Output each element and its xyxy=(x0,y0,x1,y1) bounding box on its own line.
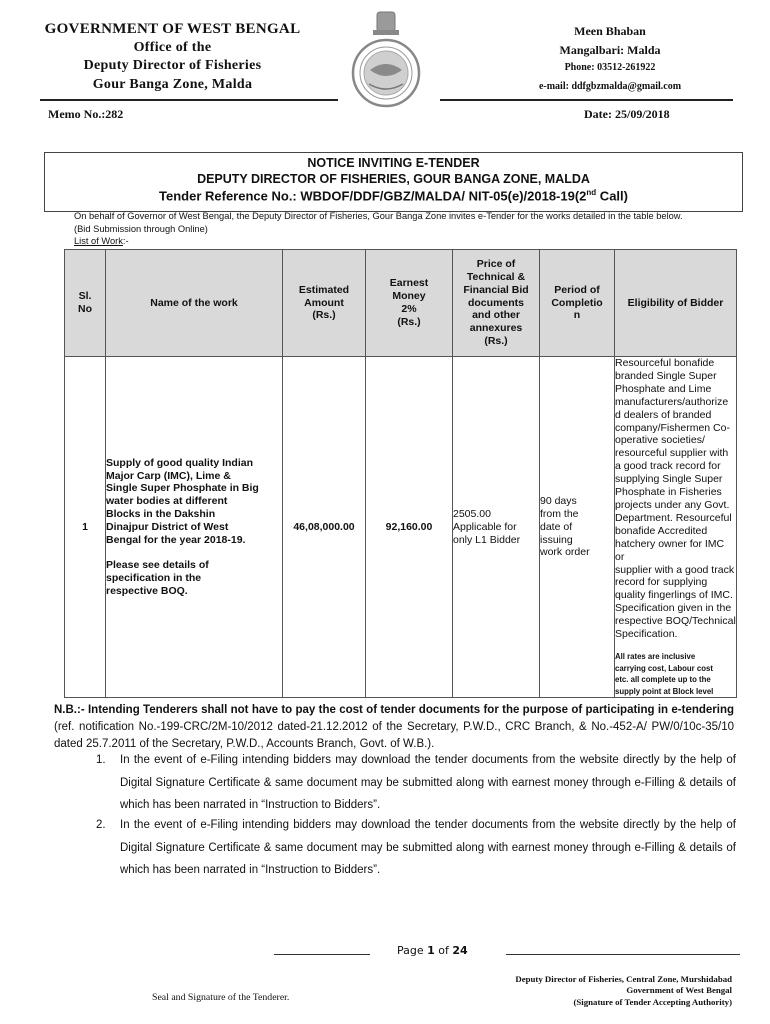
rates-note xyxy=(615,651,736,697)
cell-estimated-amount: 46,08,000.00 xyxy=(283,357,366,698)
state-emblem-icon xyxy=(337,8,435,108)
eligibility-line: bonafide Accredited xyxy=(615,524,708,537)
cell-period xyxy=(540,357,615,698)
eligibility-line: Specification given in the xyxy=(615,602,732,615)
list-label: List of Work xyxy=(74,236,123,246)
point-text: In the event of e-Filing intending bidders may download the tender documents from the website directly by the help of Digital Signature Certificate & same document may be submitted along with earnest money through e-Filling & details of which has been narrated in “Instruction to Bidders”. xyxy=(120,754,736,811)
eligibility-line: Resourceful bonafide xyxy=(615,357,715,369)
table-row xyxy=(65,357,737,698)
header-period-line: n xyxy=(573,309,581,322)
eligibility-line: company/Fishermen Co- xyxy=(615,421,730,434)
signatory-line: (Signature of Tender Accepting Authority) xyxy=(573,996,732,1007)
price-line: 2505.00 xyxy=(453,507,491,520)
header-price-line: Price of xyxy=(476,258,516,271)
tender-reference-sup: nd xyxy=(586,188,597,197)
header-rule-left xyxy=(40,99,338,101)
eligibility-line: manufacturers/authorize xyxy=(615,395,729,408)
period-line: issuing xyxy=(540,533,573,546)
work-note-line: respective BOQ. xyxy=(106,584,188,597)
eligibility-line: Phosphate in Fisheries xyxy=(615,486,722,499)
eligibility-line: supplier with a good track xyxy=(615,563,735,576)
eligibility-line: resourceful supplier with xyxy=(615,447,729,460)
rates-line: All rates are inclusive xyxy=(615,651,696,661)
designation-line: Deputy Director of Fisheries xyxy=(83,58,262,73)
tender-reference-main: Tender Reference No.: WBDOF/DDF/GBZ/MALDA/ NIT-05(e)/2018-19(2 xyxy=(159,188,587,204)
header-period xyxy=(540,250,615,357)
work-name-line: Bengal for the year 2018-19. xyxy=(106,533,246,546)
address-line: Mangalbari: Malda xyxy=(559,42,661,57)
footer-rule-left xyxy=(274,954,370,955)
period-line: work order xyxy=(540,546,590,559)
rates-line: supply point at Block level xyxy=(615,686,714,696)
header-period-line: Period of xyxy=(554,283,600,296)
footer-rule-right xyxy=(506,954,740,955)
eligibility-line: projects under any Govt. xyxy=(615,498,730,511)
eligibility-line: Department. Resourceful xyxy=(615,511,732,524)
eligibility-line: Phosphate and Lime xyxy=(615,382,712,395)
table-header-row xyxy=(65,250,737,357)
header-earnest xyxy=(366,250,453,357)
header-price-line: Technical & xyxy=(466,271,526,283)
office-line: Office of the xyxy=(133,39,212,55)
cell-earnest-money: 92,160.00 xyxy=(366,357,453,698)
point-number: 2. xyxy=(96,819,106,831)
building-name: Meen Bhaban xyxy=(574,24,646,38)
work-name-line: Single Super Phosphate in Big xyxy=(106,482,259,495)
header-est-line: Estimated xyxy=(298,283,350,296)
notice-title: NOTICE INVITING E-TENDER xyxy=(307,156,480,170)
office-contact xyxy=(450,22,770,96)
point-text: In the event of e-Filing intending bidders may download the tender documents from the website directly by the help of Digital Signature Certificate & same document may be submitted along with earnest money through e-Filling & details of which has been narrated in “Instruction to Bidders”. xyxy=(120,819,736,876)
cell-eligibility xyxy=(615,357,737,698)
bid-submission-note: (Bid Submission through Online) xyxy=(74,223,208,234)
memo-date: Date: 25/09/2018 xyxy=(584,107,670,121)
page-number: 1 xyxy=(427,944,435,957)
rates-line: carrying cost, Labour cost xyxy=(615,663,713,673)
header-price-line: documents xyxy=(467,296,524,309)
work-name-line: Blocks in the Dakshin xyxy=(106,507,216,520)
cell-work-name xyxy=(106,357,283,698)
header-period-line: Completio xyxy=(551,296,603,309)
eligibility-line: branded Single Super xyxy=(615,369,717,382)
work-name-line: Supply of good quality Indian xyxy=(106,456,253,469)
works-table xyxy=(64,249,737,698)
header-sl xyxy=(65,250,106,357)
zone-line: Gour Banga Zone, Malda xyxy=(92,76,253,92)
nb-bold-text: N.B.:- Intending Tenderers shall not have to pay the cost of tender documents for the purpose of participating in e-tendering xyxy=(54,704,734,716)
header-price xyxy=(453,250,540,357)
header-emd-line: Money xyxy=(392,290,426,303)
work-name-line: water bodies at different xyxy=(106,495,228,508)
govt-title: GOVERNMENT OF WEST BENGAL xyxy=(44,21,301,37)
email-line: e-mail: ddfgbzmalda@gmail.com xyxy=(538,80,682,92)
header-sl-line: No xyxy=(78,303,92,315)
header-eligibility: Eligibility of Bidder xyxy=(615,250,737,357)
page-total: 24 xyxy=(452,944,468,957)
header-emd-line: Earnest xyxy=(389,277,429,290)
price-line: only L1 Bidder xyxy=(453,533,521,546)
work-name-line: Major Carp (IMC), Lime & xyxy=(106,469,231,482)
header-emd-line: 2% xyxy=(401,303,417,315)
signatory-line: Government of West Bengal xyxy=(626,985,732,996)
header-emd-line: (Rs.) xyxy=(397,315,421,328)
eligibility-line: quality fingerlings of IMC. xyxy=(615,589,733,602)
nb-reference-text: (ref. notification No.-199-CRC/2M-10/2012 dated-21.12.2012 of the Secretary, P.W.D., CRC Branch, & No.-452-A/ PW/0/10c-35/10 dated 25.7.2011 of the Secretary, P.W.D., Accounts Branch, Govt. of W.B.). xyxy=(54,721,734,750)
list-of-work-label xyxy=(74,235,754,248)
header-est-line: Amount xyxy=(304,296,344,309)
tenderer-seal-label: Seal and Signature of the Tenderer. xyxy=(152,992,290,1003)
office-header xyxy=(0,20,345,94)
header-sl-line: Sl. xyxy=(78,290,92,303)
tender-reference xyxy=(45,188,742,203)
list-label-suffix: :- xyxy=(122,236,129,246)
point-number: 1. xyxy=(96,754,106,766)
page-indicator xyxy=(397,944,468,957)
work-name-line: Dinajpur District of West xyxy=(106,520,229,533)
notice-box xyxy=(44,152,743,212)
cell-price xyxy=(453,357,540,698)
header-price-line: Financial Bid xyxy=(463,283,529,296)
period-line: date of xyxy=(540,520,573,533)
eligibility-line: record for supplying xyxy=(615,576,708,589)
header-est-line: (Rs.) xyxy=(312,309,336,322)
header-rule-right xyxy=(440,99,733,101)
period-line: 90 days xyxy=(540,495,577,508)
eligibility-text xyxy=(615,357,736,641)
tender-reference-end: Call) xyxy=(596,188,628,204)
price-line: Applicable for xyxy=(453,520,517,533)
memo-number: Memo No.:282 xyxy=(48,107,124,121)
page-prefix: Page xyxy=(397,944,428,957)
header-price-line: (Rs.) xyxy=(484,334,508,347)
signatory-line: Deputy Director of Fisheries, Central Zone, Murshidabad xyxy=(515,974,732,984)
header-price-line: and other xyxy=(472,309,520,322)
eligibility-line: operative societies/ xyxy=(615,434,705,447)
header-name: Name of the work xyxy=(106,250,283,357)
work-note-line: specification in the xyxy=(106,571,202,584)
signatory-block xyxy=(420,974,732,1008)
eligibility-line: respective BOQ/Technical xyxy=(615,615,736,628)
rates-line: etc. all complete up to the xyxy=(615,675,711,685)
cell-sl: 1 xyxy=(65,357,106,698)
list-item xyxy=(96,749,736,817)
nb-paragraph xyxy=(54,702,734,753)
period-line: from the xyxy=(540,507,579,520)
eligibility-line: hatchery owner for IMC or xyxy=(615,537,725,563)
intro-text xyxy=(74,210,754,248)
eligibility-line: supplying Single Super xyxy=(615,473,723,486)
eligibility-line: Specification. xyxy=(615,628,678,641)
page-of: of xyxy=(434,944,453,957)
notice-subtitle: DEPUTY DIRECTOR OF FISHERIES, GOUR BANGA ZONE, MALDA xyxy=(197,172,590,186)
header-price-line: annexures xyxy=(469,322,523,335)
eligibility-line: a good track record for xyxy=(615,460,721,473)
header-estimated xyxy=(283,250,366,357)
work-note-line: Please see details of xyxy=(106,559,209,572)
list-item xyxy=(96,814,736,882)
eligibility-line: d dealers of branded xyxy=(615,408,712,421)
intro-line: On behalf of Governor of West Bengal, the Deputy Director of Fisheries, Gour Banga Zone invites e-Tender for the works detailed in the table below. xyxy=(74,211,683,221)
phone-line: Phone: 03512-261922 xyxy=(564,62,656,73)
